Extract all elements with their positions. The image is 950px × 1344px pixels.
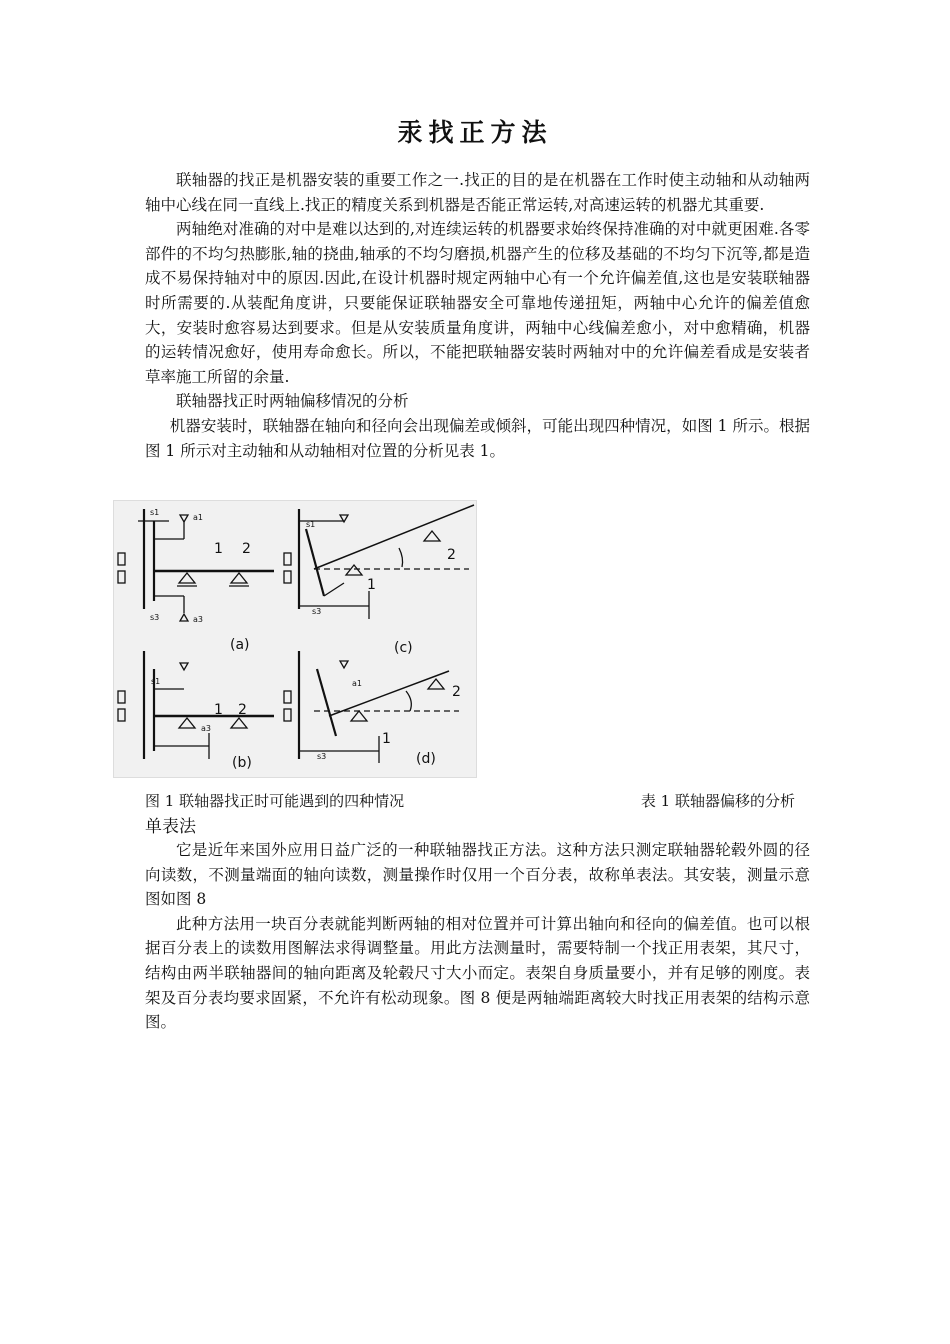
label-b: (b)	[232, 755, 252, 771]
bearing-support-icon	[179, 718, 195, 728]
paragraph-4: 它是近年来国外应用日益广泛的一种联轴器找正方法。这种方法只测定联轴器轮毂外圆的径向读数，不测量端面的轴向读数，测量操作时仅用一个百分表，故称单表法。其安装，测量示意图如图 8	[145, 841, 810, 909]
paragraph-3: 机器安装时，联轴器在轴向和径向会出现偏差或倾斜，可能出现四种情况，如图 1 所示。根据图 1 所示对主动轴和从动轴相对位置的分析见表 1。	[145, 416, 810, 460]
coupling-hub-c-lower	[284, 571, 291, 583]
figure-diagram	[114, 501, 476, 777]
label-s3-c: s3	[312, 607, 322, 616]
dial-indicator-icon	[340, 661, 348, 668]
label-shaft2-d: 2	[452, 684, 461, 700]
section-heading-single-dial: 单表法	[145, 817, 196, 837]
angle-arc	[406, 691, 411, 711]
paragraph-5: 此种方法用一块百分表就能判断两轴的相对位置并可计算出轴向和径向的偏差值。也可以根据百分表上的读数用图解法求得调整量。用此方法测量时，需要特制一个找正用表架，其尺寸，结构由两半联轴器间的轴向距离及轮毂尺寸大小而定。表架自身质量要小，并有足够的刚度。表架及百分表均要求固紧，不允许有松动现象。图 8 便是两轴端距离较大时找正用表架的结构示意图。	[145, 914, 810, 1032]
bearing-support-icon	[346, 565, 362, 575]
coupling-flange-c-tilted	[306, 529, 324, 596]
bearing-support-icon	[231, 573, 247, 583]
bearing-support-icon	[428, 679, 444, 689]
label-s1-c: s1	[306, 520, 316, 529]
label-a3-b: a3	[201, 724, 211, 733]
coupling-hub-c-upper	[284, 553, 291, 565]
label-d: (d)	[416, 751, 436, 767]
label-s3-a: s3	[150, 613, 160, 622]
bearing-support-icon	[351, 711, 367, 721]
label-c: (c)	[394, 640, 413, 656]
figure-captions	[145, 790, 795, 811]
label-s1-a: s1	[150, 508, 160, 517]
label-a1-d: a1	[352, 679, 362, 688]
intro-text-block	[145, 168, 810, 463]
coupling-flange-d-tilted	[317, 669, 336, 736]
section-heading-analysis: 联轴器找正时两轴偏移情况的分析	[176, 392, 409, 411]
label-shaft1-a: 1	[214, 541, 223, 557]
coupling-hub-d-upper	[284, 691, 291, 703]
label-shaft1-d: 1	[382, 731, 391, 747]
label-shaft2-c: 2	[447, 547, 456, 563]
document-title: 汞找正方法	[397, 118, 553, 147]
coupling-hub-d-lower	[284, 709, 291, 721]
label-shaft2-a: 2	[242, 541, 251, 557]
figure-coupling-alignment	[113, 500, 477, 778]
coupling-hub-b-upper	[118, 691, 125, 703]
dial-indicator-a1-icon	[180, 515, 188, 522]
shaft-d	[329, 671, 449, 716]
paragraph-2: 两轴绝对准确的对中是难以达到的,对连续运转的机器要求始终保持准确的对中就更困难.各零部件的不均匀热膨胀,轴的挠曲,轴承的不均匀磨损,机器产生的位移及基础的不均匀下沉等,都是造成不易保持轴对中的原因.因此,在设计机器时规定两轴中心有一个允许偏差值,这也是安装联轴器时所需要的.从装配角度讲，只要能保证联轴器安全可靠地传递扭矩，两轴中心允许的偏差值愈大，安装时愈容易达到要求。但是从安装质量角度讲，两轴中心线偏差愈小，对中愈精确，机器的运转情况愈好，使用寿命愈长。所以，不能把联轴器安装时两轴对中的允许偏差看成是安装者草率施工所留的余量.	[145, 220, 810, 386]
line-c	[324, 583, 344, 596]
label-shaft1-b: 1	[214, 702, 223, 718]
label-shaft1-c: 1	[367, 577, 376, 593]
figure-caption: 图 1 联轴器找正时可能遇到的四种情况	[145, 792, 405, 810]
label-a1-a: a1	[193, 513, 203, 522]
dial-indicator-icon	[180, 663, 188, 670]
dial-indicator-a3-icon	[180, 614, 188, 621]
label-a3-a: a3	[193, 615, 203, 624]
coupling-hub-a-lower	[118, 571, 125, 583]
coupling-hub-a-upper	[118, 553, 125, 565]
table-caption: 表 1 联轴器偏移的分析	[640, 792, 795, 810]
label-s3-d: s3	[317, 752, 327, 761]
bearing-support-icon	[231, 718, 247, 728]
label-s1-b: s1	[151, 677, 161, 686]
bearing-support-icon	[424, 531, 440, 541]
coupling-hub-b-lower	[118, 709, 125, 721]
single-dial-text-block	[145, 838, 810, 1035]
paragraph-1: 联轴器的找正是机器安装的重要工作之一.找正的目的是在机器在工作时使主动轴和从动轴两轴中心线在同一直线上.找正的精度关系到机器是否能正常运转,对高速运转的机器尤其重要.	[145, 171, 810, 214]
angle-arc	[399, 548, 403, 567]
label-a: (a)	[230, 637, 250, 653]
label-shaft2-b: 2	[238, 702, 247, 718]
bearing-support-icon	[179, 573, 195, 583]
